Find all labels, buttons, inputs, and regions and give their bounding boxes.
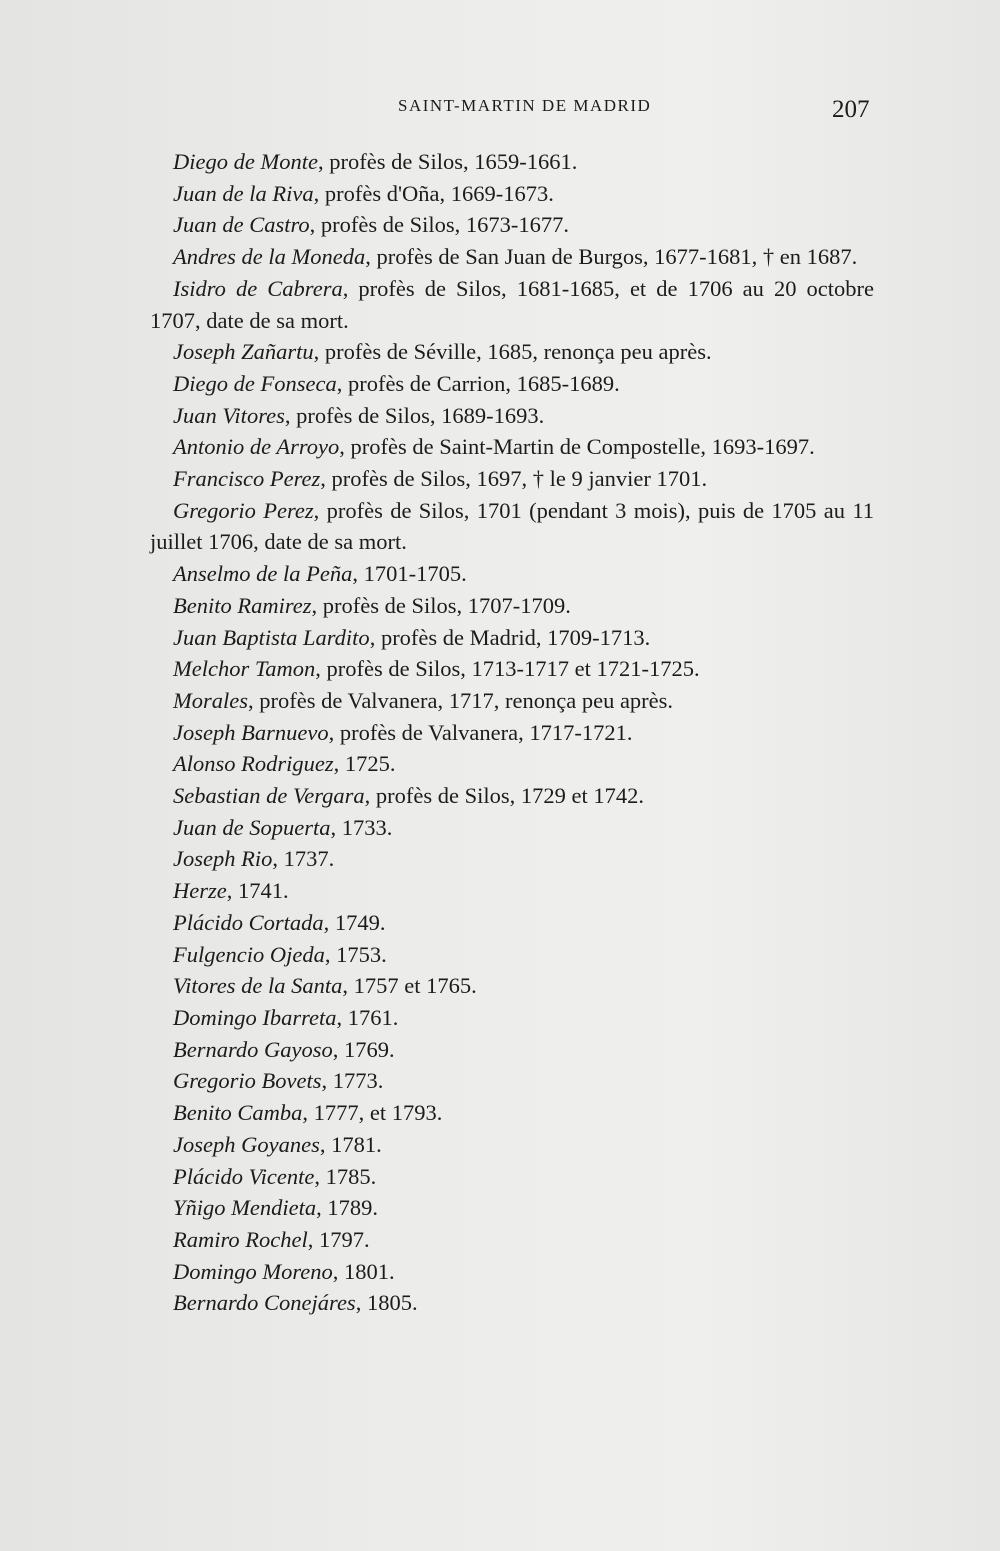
entry-text: , 1769.	[332, 1036, 395, 1062]
entry-name: Juan Baptista Lardito	[173, 624, 370, 650]
entry-text: , profès de Silos, 1673-1677.	[309, 212, 570, 238]
running-head: SAINT-MARTIN DE MADRID	[398, 96, 652, 115]
entry-name: Sebastian de Vergara	[173, 783, 365, 809]
entry-text: , profès de Silos, 1701 (pendant 3 mois), puis de 1705 au 11 juillet 1706, date de sa mort.	[150, 497, 874, 555]
list-entry	[150, 653, 874, 685]
list-entry	[150, 812, 874, 844]
entry-name: Joseph Barnuevo	[173, 719, 329, 745]
entry-name: Yñigo Mendieta	[173, 1195, 317, 1221]
list-entry	[150, 875, 874, 907]
entry-text: , profès de Silos, 1689-1693.	[284, 402, 545, 428]
entry-text: , 1757 et 1765.	[342, 973, 477, 999]
list-entry	[150, 748, 874, 780]
entry-text: , 1761.	[336, 1004, 399, 1030]
list-entry	[150, 780, 874, 812]
entry-name: Plácido Vicente	[173, 1163, 315, 1189]
entry-name: Bernardo Gayoso	[173, 1036, 333, 1062]
list-entry	[150, 1002, 874, 1034]
list-entry	[150, 146, 874, 178]
entry-text: , profès de Valvanera, 1717, renonça peu après.	[248, 687, 674, 713]
entry-text: , 1701-1705.	[352, 561, 467, 587]
list-entry	[150, 939, 874, 971]
entry-text: , 1773.	[321, 1068, 384, 1094]
entry-text: , 1785.	[314, 1163, 377, 1189]
list-entry	[150, 717, 874, 749]
page-number: 207	[832, 96, 870, 123]
list-entry	[150, 622, 874, 654]
entry-name: Alonso Rodriguez	[173, 751, 334, 777]
list-entry	[150, 178, 874, 210]
entry-text: , 1789.	[316, 1195, 378, 1221]
list-entry	[150, 558, 874, 590]
entry-text: , profès de Silos, 1681-1685, et de 1706 au 20 octobre 1707, date de sa mort.	[150, 275, 874, 333]
entry-name: Juan de Castro	[173, 212, 310, 238]
entry-text: , profès de Silos, 1729 et 1742.	[364, 783, 645, 809]
entry-text: , 1801.	[332, 1258, 395, 1284]
list-entry	[150, 209, 874, 241]
entry-name: Melchor Tamon	[173, 656, 316, 682]
list-entry	[150, 590, 874, 622]
entry-name: Isidro de Cabrera	[173, 275, 343, 301]
entry-name: Juan de Sopuerta	[173, 814, 331, 840]
list-entry	[150, 273, 874, 336]
entry-name: Joseph Rio	[173, 846, 273, 872]
entry-name: Domingo Moreno	[173, 1258, 333, 1284]
list-entry	[150, 970, 874, 1002]
entry-text: , profès de Saint-Martin de Compostelle, 1693-1697.	[339, 434, 815, 460]
entry-text: , profès de Madrid, 1709-1713.	[369, 624, 651, 650]
list-entry	[150, 431, 874, 463]
entry-text: , profès de Silos, 1713-1717 et 1721-1725.	[315, 656, 700, 682]
entry-text: , 1749.	[323, 909, 386, 935]
entry-name: Joseph Goyanes	[173, 1131, 320, 1157]
entry-name: Gregorio Perez	[173, 497, 314, 523]
entry-text: , profès de Carrion, 1685-1689.	[336, 370, 620, 396]
entry-text: , 1741.	[226, 878, 289, 904]
list-entry	[150, 907, 874, 939]
list-entry	[150, 1192, 874, 1224]
entry-name: Herze	[173, 878, 227, 904]
list-entry	[150, 1287, 874, 1319]
entry-text: , profès de Silos, 1659-1661.	[317, 149, 578, 174]
list-entry	[150, 463, 874, 495]
entry-name: Vitores de la Santa	[173, 973, 343, 999]
entry-name: Andres de la Moneda	[173, 244, 366, 270]
entry-name: Juan Vitores	[173, 402, 285, 428]
list-entry	[150, 1256, 874, 1288]
entry-name: Benito Ramirez	[173, 592, 312, 618]
entry-text: , profès de San Juan de Burgos, 1677-1681, † en 1687.	[365, 244, 858, 270]
entry-name: Francisco Perez	[173, 466, 321, 492]
list-entry	[150, 495, 874, 558]
entry-name: Plácido Cortada	[173, 909, 324, 935]
entry-name: Gregorio Bovets	[173, 1068, 322, 1094]
entry-text: , 1737.	[272, 846, 335, 872]
entry-name: Anselmo de la Peña	[173, 561, 353, 587]
entry-text: , 1753.	[324, 941, 387, 967]
list-entry	[150, 241, 874, 273]
list-entry	[150, 1224, 874, 1256]
entry-text: , 1797.	[307, 1226, 370, 1252]
list-entry	[150, 1129, 874, 1161]
entry-text: , profès de Silos, 1697, † le 9 janvier 1701.	[320, 466, 708, 492]
entry-text: , 1781.	[319, 1131, 382, 1157]
entry-text: , profès de Valvanera, 1717-1721.	[328, 719, 633, 745]
entry-text: , 1805.	[355, 1290, 418, 1316]
entry-name: Diego de Fonseca	[173, 370, 337, 396]
entry-name: Bernardo Conejáres	[173, 1290, 356, 1316]
entry-text: , 1733.	[330, 814, 393, 840]
entry-name: Morales	[173, 687, 248, 713]
list-entry	[150, 368, 874, 400]
entry-text: , 1777, et 1793.	[302, 1100, 443, 1126]
entry-text: , profès de Silos, 1707-1709.	[311, 592, 571, 618]
entry-text: , 1725.	[333, 751, 396, 777]
entry-name: Antonio de Arroyo	[173, 434, 340, 460]
entry-name: Benito Camba	[173, 1100, 303, 1126]
list-entry	[150, 685, 874, 717]
entry-name: Ramiro Rochel	[173, 1226, 308, 1252]
entry-name: Domingo Ibarreta	[173, 1004, 337, 1030]
abbot-list	[150, 146, 874, 1319]
list-entry	[150, 1065, 874, 1097]
list-entry	[150, 1097, 874, 1129]
list-entry	[150, 1034, 874, 1066]
entry-text: , profès d'Oña, 1669-1673.	[313, 180, 554, 206]
entry-name: Fulgencio Ojeda	[173, 941, 325, 967]
entry-name: Joseph Zañartu	[173, 339, 314, 365]
list-entry	[150, 400, 874, 432]
entry-name: Diego de Monte	[173, 149, 318, 174]
list-entry	[150, 843, 874, 875]
entry-name: Juan de la Riva	[173, 180, 314, 206]
list-entry	[150, 1161, 874, 1193]
list-entry	[150, 336, 874, 368]
entry-text: , profès de Séville, 1685, renonça peu après.	[313, 339, 712, 365]
